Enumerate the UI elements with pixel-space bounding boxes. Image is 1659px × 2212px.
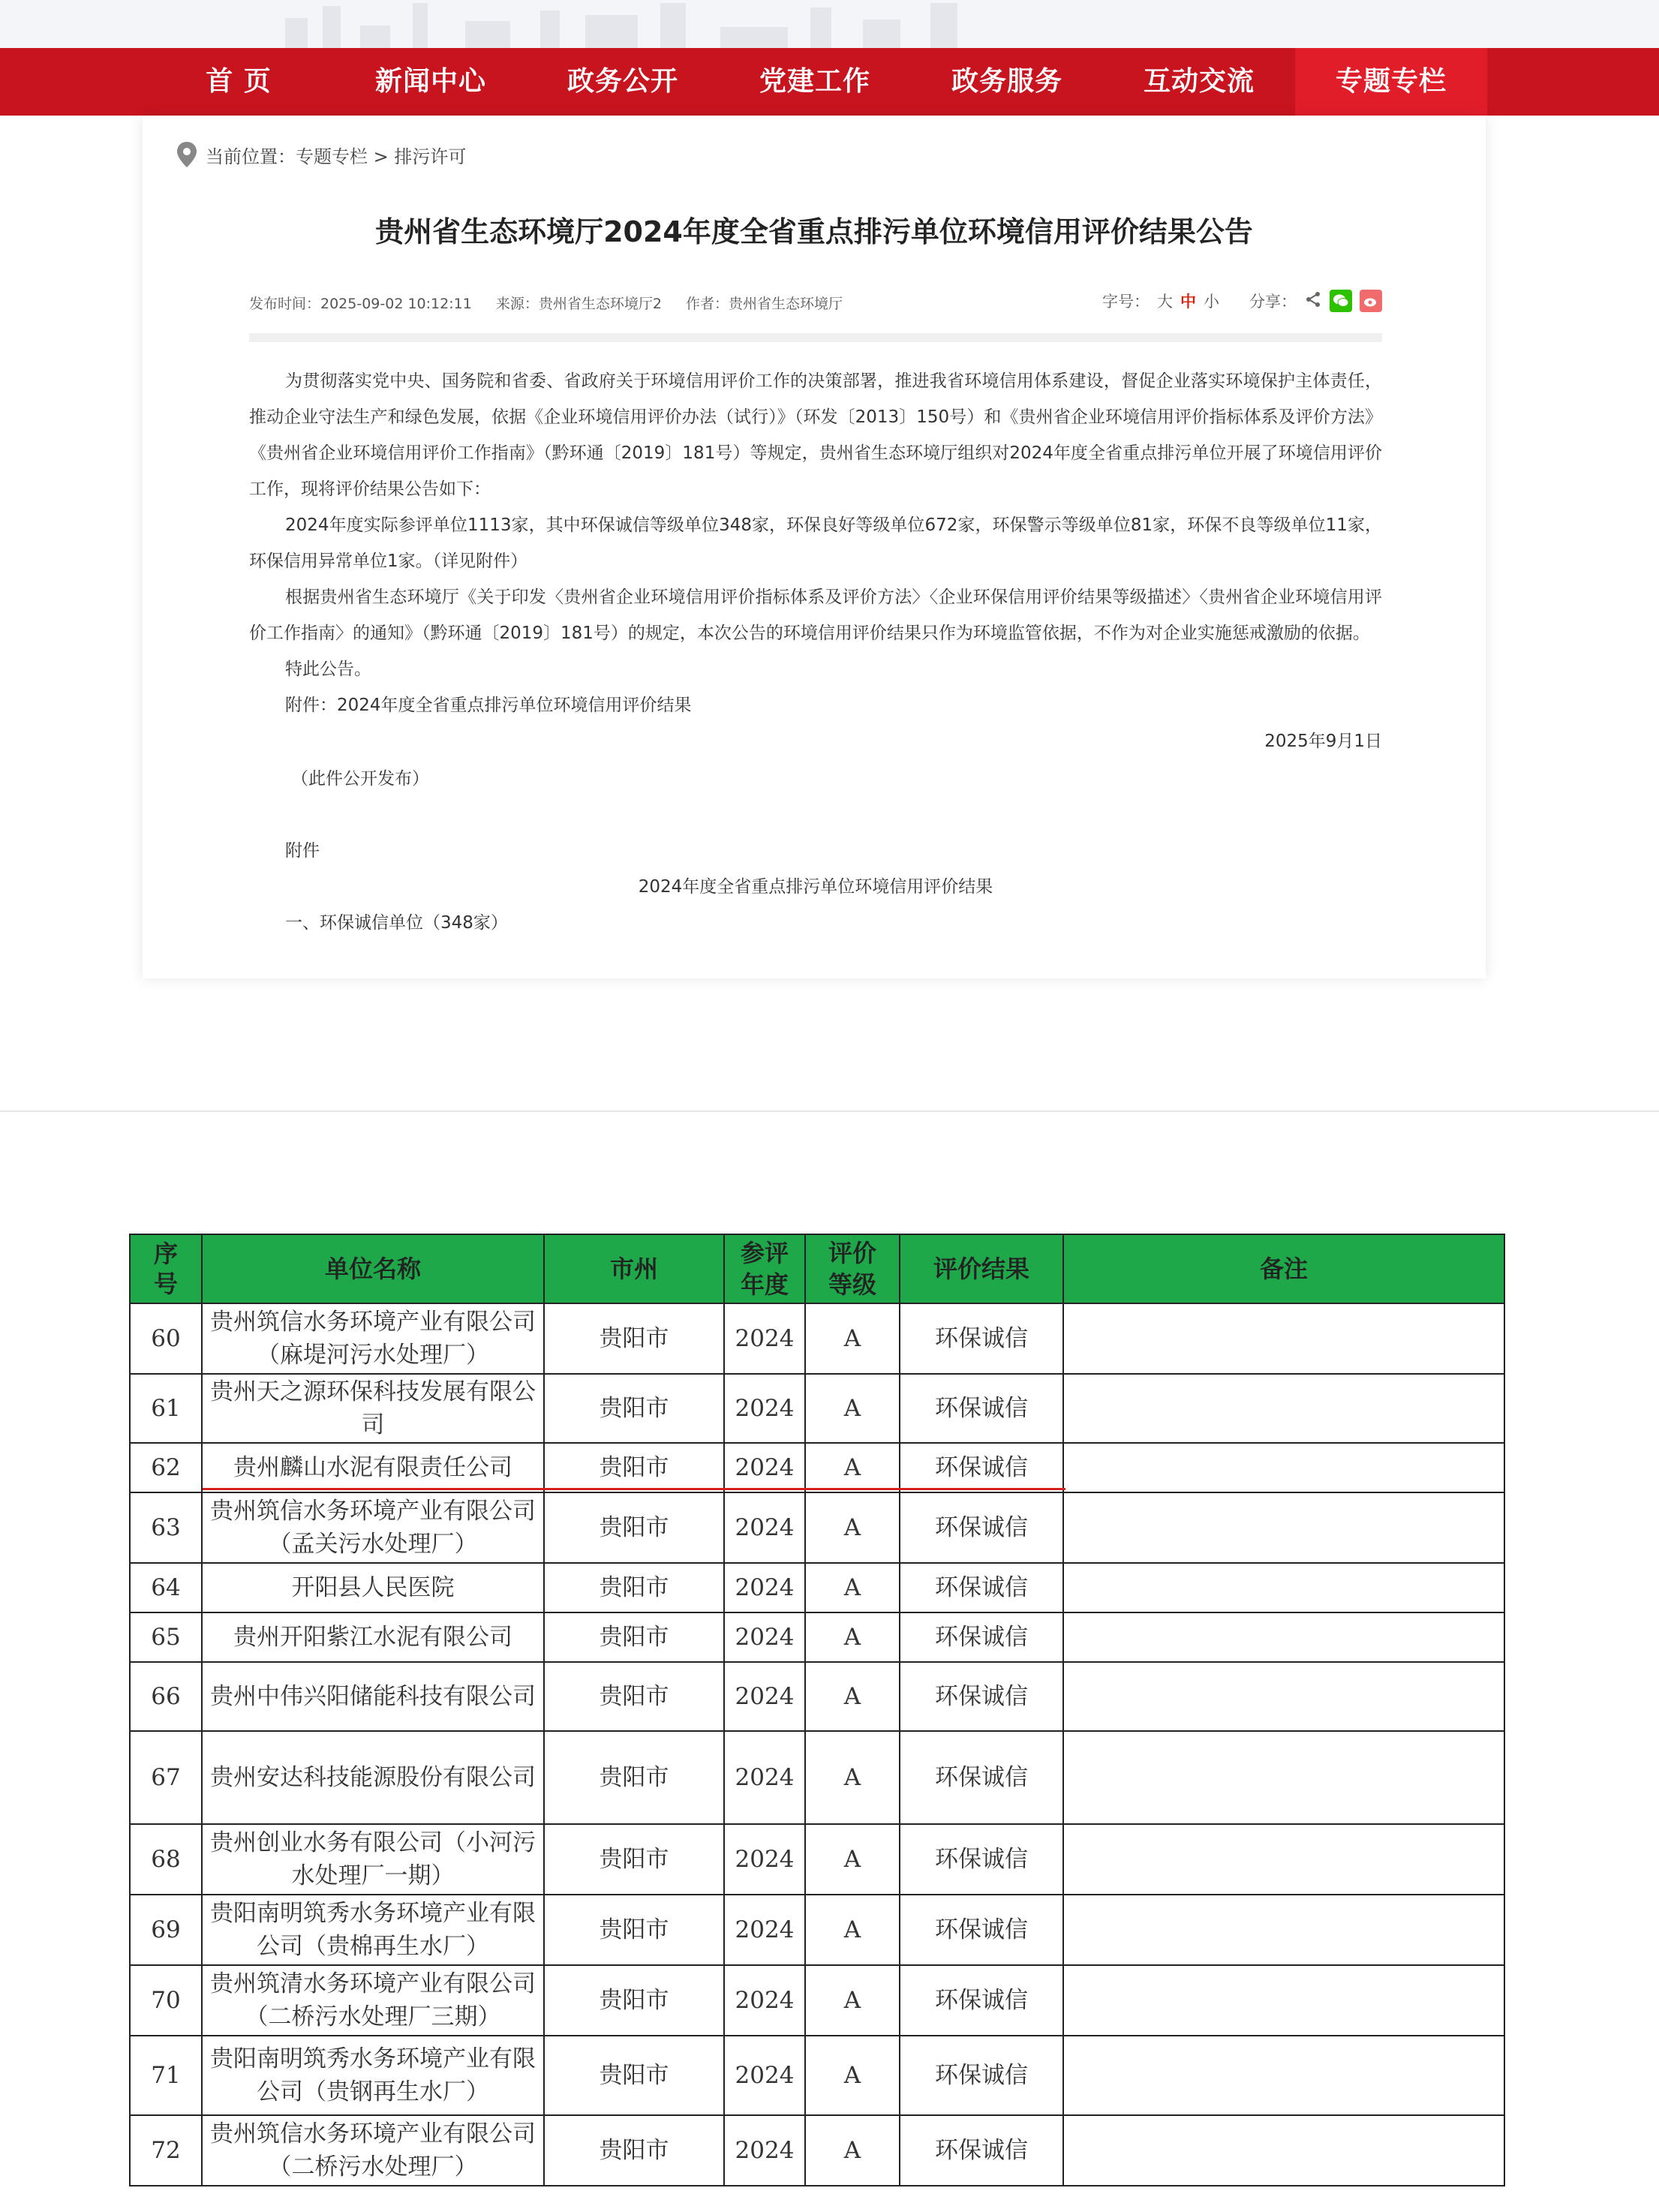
cell-year: 2024 [724,1965,805,2036]
header-no: 序号 [130,1234,202,1303]
table-row [130,1303,1504,1374]
cell-grade: A [805,1612,900,1662]
cell-year: 2024 [724,1731,805,1824]
cell-result: 环保诚信 [900,1563,1063,1612]
header-result: 评价结果 [900,1234,1063,1303]
font-size-small[interactable]: 小 [1204,293,1219,311]
cell-unit-name: 贵州天之源环保科技发展有限公司 [202,1374,544,1443]
font-size-medium[interactable]: 中 [1180,293,1196,311]
cell-grade: A [805,1965,900,2036]
table-row [130,2036,1504,2115]
table-row [130,1662,1504,1731]
table-row [130,1895,1504,1965]
cell-year: 2024 [724,1303,805,1374]
cell-city: 贵阳市 [544,1895,724,1965]
table-row [130,1563,1504,1612]
header-year: 参评年度 [724,1234,805,1303]
cell-city: 贵阳市 [544,2115,724,2186]
cell-result: 环保诚信 [900,1895,1063,1965]
cell-city: 贵阳市 [544,1662,724,1731]
paragraph: 2024年度实际参评单位1113家，其中环保诚信等级单位348家，环保良好等级单位672家，环保警示等级单位81家，环保不良等级单位11家，环保信用异常单位1家。（详见附件） [249,515,1382,571]
cell-unit-name: 贵州筑信水务环境产业有限公司（二桥污水处理厂） [202,2115,544,2186]
breadcrumb-path[interactable]: 专题专栏 > 排污许可 [296,146,467,167]
header-grade: 评价等级 [805,1234,900,1303]
paragraph: 根据贵州省生态环境厅《关于印发〈贵州省企业环境信用评价指标体系及评价方法〉〈企业环保信用评价结果等级描述〉〈贵州省企业环境信用评价工作指南〉的通知》（黔环通〔2019〕181号）的规定，本次公告的环境信用评价结果只作为环境监管依据，不作为对企业实施惩戒激励的依据。 [249,588,1382,643]
wechat-icon[interactable] [1330,290,1352,312]
article-card [143,116,1486,978]
table-row [130,1443,1504,1492]
cell-note [1063,1492,1504,1563]
publish-time: 发布时间：2025-09-02 10:12:11 [249,296,472,312]
skyline-decoration [270,0,1005,48]
cell-unit-name: 贵阳南明筑秀水务环境产业有限公司（贵钢再生水厂） [202,2036,544,2115]
cell-note [1063,1965,1504,2036]
cell-no: 65 [130,1612,202,1662]
font-size-large[interactable]: 大 [1157,293,1173,311]
nav-item-party[interactable]: 党建工作 [759,66,870,97]
cell-result: 环保诚信 [900,1374,1063,1443]
cell-note [1063,1731,1504,1824]
screenshot-divider [0,1111,1659,1112]
cell-unit-name: 开阳县人民医院 [202,1563,544,1612]
cell-no: 68 [130,1824,202,1895]
public-note: （此件公开发布） [291,769,429,789]
cell-city: 贵阳市 [544,1443,724,1492]
cell-year: 2024 [724,1443,805,1492]
cell-no: 66 [130,1662,202,1731]
share-label: 分享： [1249,293,1297,311]
header-note: 备注 [1063,1234,1504,1303]
cell-no: 64 [130,1563,202,1612]
breadcrumb [176,140,466,170]
cell-unit-name: 贵州筑信水务环境产业有限公司（麻堤河污水处理厂） [202,1303,544,1374]
table-row [130,2115,1504,2186]
main-nav [0,48,1659,116]
font-size-label: 字号： [1102,293,1150,311]
attachment-title: 2024年度全省重点排污单位环境信用评价结果 [638,877,993,897]
cell-unit-name: 贵州创业水务有限公司（小河污水处理厂一期） [202,1824,544,1895]
weibo-icon[interactable] [1360,290,1382,312]
table-header-row [130,1234,1504,1303]
cell-note [1063,1612,1504,1662]
cell-result: 环保诚信 [900,1492,1063,1563]
nav-item-news[interactable]: 新闻中心 [374,66,486,97]
cell-city: 贵阳市 [544,1965,724,2036]
cell-grade: A [805,1895,900,1965]
nav-item-gov-info[interactable]: 政务公开 [567,66,678,97]
attachment-link[interactable]: 附件：2024年度全省重点排污单位环境信用评价结果 [285,696,692,715]
cell-year: 2024 [724,1612,805,1662]
cell-no: 72 [130,2115,202,2186]
cell-grade: A [805,1731,900,1824]
attachment-label: 附件 [285,841,320,861]
cell-grade: A [805,1563,900,1612]
header-city: 市州 [544,1234,724,1303]
cell-grade: A [805,1374,900,1443]
cell-grade: A [805,1303,900,1374]
cell-grade: A [805,2115,900,2186]
cell-result: 环保诚信 [900,1965,1063,2036]
article-meta [249,293,1382,320]
nav-item-services[interactable]: 政务服务 [951,66,1062,97]
cell-year: 2024 [724,2115,805,2186]
cell-unit-name: 贵州筑信水务环境产业有限公司（孟关污水处理厂） [202,1492,544,1563]
cell-unit-name: 贵州安达科技能源股份有限公司 [202,1731,544,1824]
cell-result: 环保诚信 [900,2115,1063,2186]
cell-result: 环保诚信 [900,2036,1063,2115]
cell-no: 61 [130,1374,202,1443]
table-row [130,1374,1504,1443]
cell-note [1063,1895,1504,1965]
cell-grade: A [805,1443,900,1492]
header-name: 单位名称 [202,1234,544,1303]
cell-result: 环保诚信 [900,1303,1063,1374]
issue-date: 2025年9月1日 [1264,732,1382,751]
section-heading: 一、环保诚信单位（348家） [285,913,508,933]
cell-unit-name: 贵州中伟兴阳储能科技有限公司 [202,1662,544,1731]
results-table [129,1234,1505,2186]
table-row [130,1492,1504,1563]
header-banner [0,0,1659,48]
cell-note [1063,2036,1504,2115]
cell-unit-name: 贵州开阳紫江水泥有限公司 [202,1612,544,1662]
cell-no: 69 [130,1895,202,1965]
cell-result: 环保诚信 [900,1824,1063,1895]
cell-note [1063,1303,1504,1374]
cell-no: 71 [130,2036,202,2115]
cell-result: 环保诚信 [900,1662,1063,1731]
cell-year: 2024 [724,2036,805,2115]
share-icon[interactable] [1304,290,1322,312]
cell-no: 67 [130,1731,202,1824]
cell-city: 贵阳市 [544,1492,724,1563]
cell-year: 2024 [724,1895,805,1965]
breadcrumb-prefix: 当前位置： [206,146,296,167]
cell-year: 2024 [724,1662,805,1731]
article-body [249,363,1382,941]
cell-city: 贵阳市 [544,1374,724,1443]
cell-no: 62 [130,1443,202,1492]
cell-no: 60 [130,1303,202,1374]
cell-unit-name: 贵州筑清水务环境产业有限公司（二桥污水处理厂三期） [202,1965,544,2036]
cell-city: 贵阳市 [544,2036,724,2115]
location-pin-icon [176,141,198,168]
cell-year: 2024 [724,1824,805,1895]
cell-city: 贵阳市 [544,1563,724,1612]
cell-year: 2024 [724,1563,805,1612]
cell-city: 贵阳市 [544,1612,724,1662]
cell-result: 环保诚信 [900,1731,1063,1824]
table-row [130,1612,1504,1662]
highlight-underline [203,1488,1065,1490]
meta-divider [249,333,1382,342]
paragraph: 特此公告。 [285,660,371,679]
article-source: 来源：贵州省生态环境厅2 [495,296,662,312]
cell-year: 2024 [724,1492,805,1563]
table-row [130,1731,1504,1824]
cell-grade: A [805,1824,900,1895]
cell-result: 环保诚信 [900,1443,1063,1492]
table-row [130,1824,1504,1895]
cell-city: 贵阳市 [544,1731,724,1824]
cell-unit-name: 贵州麟山水泥有限责任公司 [202,1443,544,1492]
cell-note [1063,1443,1504,1492]
cell-city: 贵阳市 [544,1824,724,1895]
paragraph: 为贯彻落实党中央、国务院和省委、省政府关于环境信用评价工作的决策部署，推进我省环境信用体系建设，督促企业落实环境保护主体责任，推动企业守法生产和绿色发展，依据《企业环境信用评价办法（试行）》（环发〔2013〕150号）和《贵州省企业环境信用评价指标体系及评价方法》《贵州省企业环境信用评价工作指南》（黔环通〔2019〕181号）等规定，贵州省生态环境厅组织对2024年度全省重点排污单位开展了环境信用评价工作，现将评价结果公告如下： [249,371,1382,499]
cell-grade: A [805,1492,900,1563]
article-title: 贵州省生态环境厅2024年度全省重点排污单位环境信用评价结果公告 [375,215,1253,248]
cell-no: 63 [130,1492,202,1563]
cell-city: 贵阳市 [544,1303,724,1374]
table-row [130,1965,1504,2036]
nav-item-interaction[interactable]: 互动交流 [1143,66,1255,97]
cell-unit-name: 贵阳南明筑秀水务环境产业有限公司（贵棉再生水厂） [202,1895,544,1965]
cell-note [1063,1824,1504,1895]
nav-item-home[interactable]: 首 页 [206,66,272,97]
cell-no: 70 [130,1965,202,2036]
cell-grade: A [805,2036,900,2115]
cell-note [1063,1563,1504,1612]
nav-item-special[interactable]: 专题专栏 [1295,48,1487,116]
cell-note [1063,2115,1504,2186]
cell-grade: A [805,1662,900,1731]
cell-note [1063,1374,1504,1443]
cell-note [1063,1662,1504,1731]
cell-year: 2024 [724,1374,805,1443]
cell-result: 环保诚信 [900,1612,1063,1662]
article-author: 作者：贵州省生态环境厅 [685,296,843,312]
